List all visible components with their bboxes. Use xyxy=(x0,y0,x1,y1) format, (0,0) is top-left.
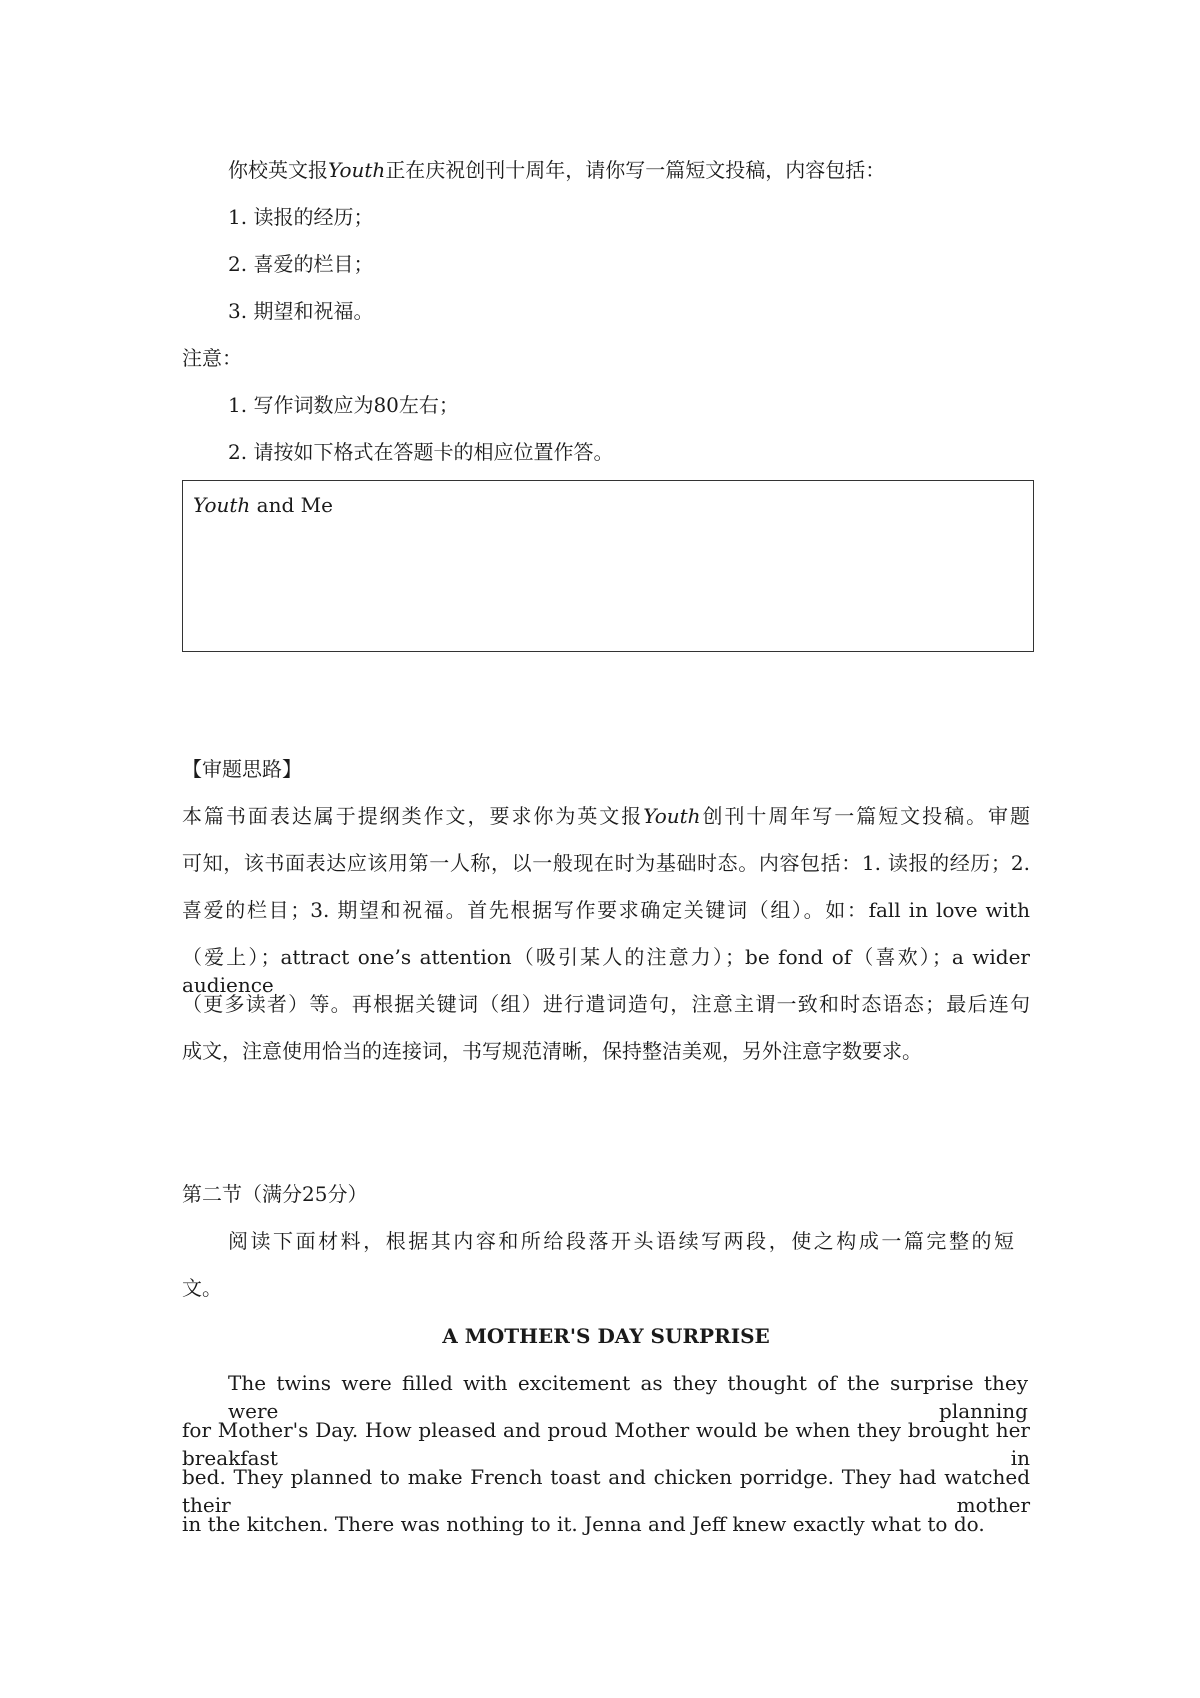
section2-instr-1: 阅读下面材料，根据其内容和所给段落开头语续写两段，使之构成一篇完整的短 xyxy=(228,1229,1014,1253)
task-point-3: 3. 期望和祝福。 xyxy=(228,299,374,323)
analysis-line-1-pre: 本篇书面表达属于提纲类作文，要求你为英文报 xyxy=(182,804,644,828)
note-2: 2. 请按如下格式在答题卡的相应位置作答。 xyxy=(228,440,614,464)
analysis-line-1-em: Youth xyxy=(643,804,701,828)
analysis-line-1-post: 创刊十周年写一篇短文投稿。审题 xyxy=(700,804,1030,828)
task-intro-post: 正在庆祝创刊十周年，请你写一篇短文投稿，内容包括： xyxy=(385,158,886,182)
story-line-4: in the kitchen. There was nothing to it. Jenna and Jeff knew exactly what to do. xyxy=(182,1512,985,1536)
story-line-3: bed. They planned to make French toast and chicken porridge. They had watched their mother xyxy=(182,1465,1030,1517)
analysis-line-4: （爱上）；attract one’s attention（吸引某人的注意力）；be fond of（喜欢）；a wider audience xyxy=(182,945,1030,997)
story-line-2: for Mother's Day. How pleased and proud Mother would be when they brought her breakfast in xyxy=(182,1418,1030,1470)
answer-box-title xyxy=(193,491,333,519)
note-1: 1. 写作词数应为80左右； xyxy=(228,393,459,417)
story-title: A MOTHER'S DAY SURPRISE xyxy=(442,1324,770,1348)
newspaper-name: Youth xyxy=(328,158,386,182)
analysis-line-1 xyxy=(182,802,1030,830)
analysis-line-5: （更多读者）等。再根据关键词（组）进行遣词造句，注意主谓一致和时态语态；最后连句 xyxy=(182,992,1030,1016)
analysis-line-3: 喜爱的栏目；3. 期望和祝福。首先根据写作要求确定关键词（组）。如：fall in love with xyxy=(182,898,1030,922)
task-point-2: 2. 喜爱的栏目； xyxy=(228,252,374,276)
task-intro xyxy=(228,156,1028,184)
section2-instr-2: 文。 xyxy=(182,1276,222,1300)
notice-label: 注意： xyxy=(182,346,242,370)
analysis-line-6: 成文，注意使用恰当的连接词，书写规范清晰，保持整洁美观，另外注意字数要求。 xyxy=(182,1039,922,1063)
task-intro-pre: 你校英文报 xyxy=(228,158,328,182)
section2-heading: 第二节（满分25分） xyxy=(182,1182,368,1206)
answer-box-title-em: Youth xyxy=(193,493,251,517)
analysis-line-2: 可知，该书面表达应该用第一人称，以一般现在时为基础时态。内容包括：1. 读报的经历；2. xyxy=(182,851,1030,875)
analysis-heading: 【审题思路】 xyxy=(182,757,302,781)
task-point-1: 1. 读报的经历； xyxy=(228,205,374,229)
story-line-1: The twins were filled with excitement as they thought of the surprise they were planning xyxy=(228,1371,1028,1423)
answer-box-title-post: and Me xyxy=(250,493,333,517)
answer-box xyxy=(182,480,1034,652)
